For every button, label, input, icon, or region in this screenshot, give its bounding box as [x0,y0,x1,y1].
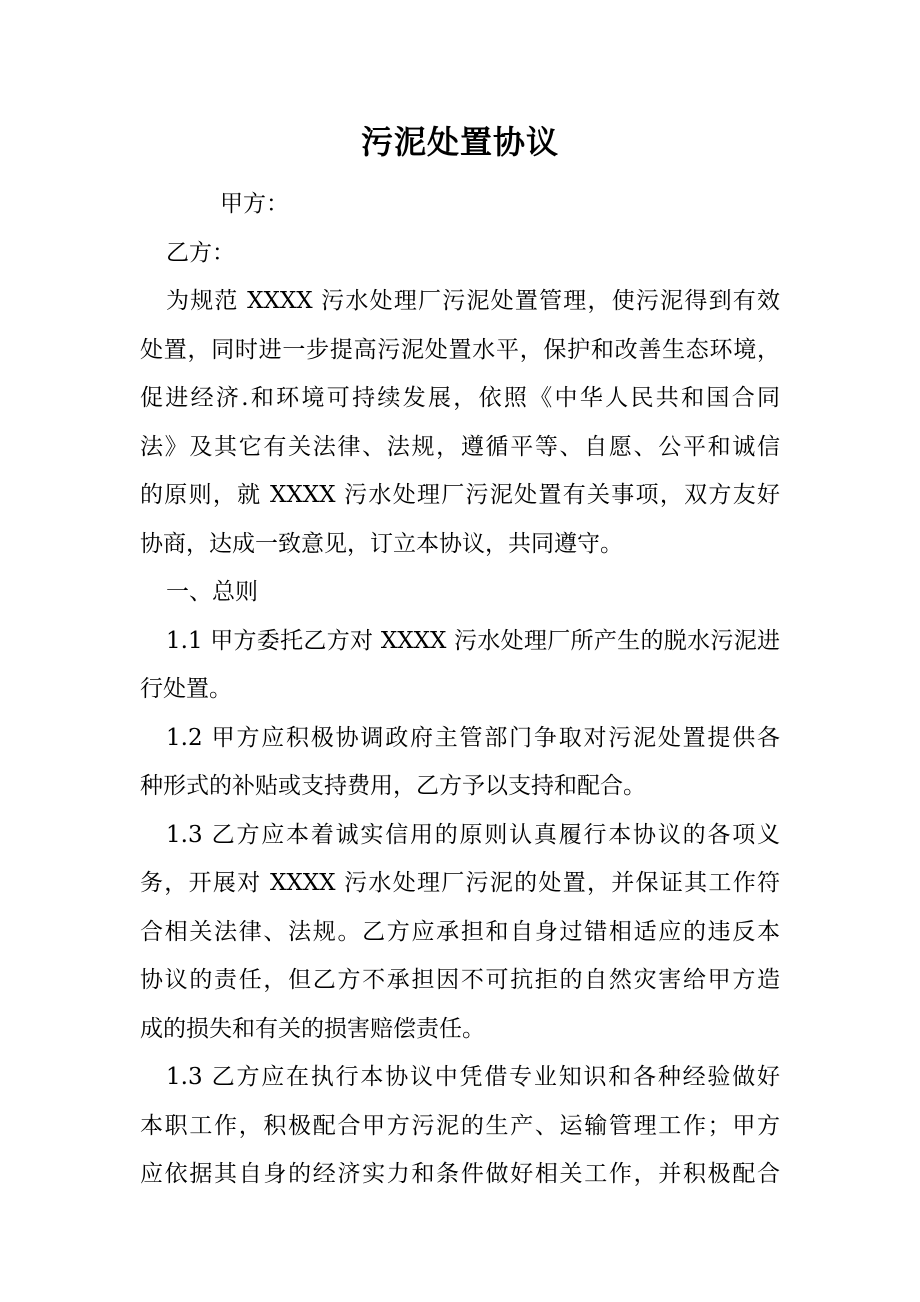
clause-1-3a-line-1: 1.3 乙方应本着诚实信用的原则认真履行本协议的各项义 [166,821,780,848]
preamble-line-4: 法》及其它有关法律、法规，遵循平等、自愿、公平和诚信 [140,433,780,460]
clause-1-3a-line-4: 协议的责任，但乙方不承担因不可抗拒的自然灾害给甲方造 [140,967,780,993]
preamble-line-1: 为规范 XXXX 污水处理厂污泥处置管理，使污泥得到有效 [166,288,780,314]
clause-1-2-line-1: 1.2 甲方应积极协调政府主管部门争取对污泥处置提供各 [166,724,780,751]
clause-1-3a-line-5: 成的损失和有关的损害赔偿责任。 [140,1015,485,1042]
preamble-line-2: 处置，同时进一步提高污泥处置水平，保护和改善生态环境， [140,336,780,363]
preamble-line-3: 促进经济.和环境可持续发展，依照《中华人民共和国合同 [140,385,780,411]
clause-1-3b-line-2: 本职工作，积极配合甲方污泥的生产、运输管理工作；甲方 [140,1112,780,1139]
clause-1-2-line-2: 种形式的补贴或支持费用，乙方予以支持和配合。 [140,773,646,799]
preamble-line-5: 的原则，就 XXXX 污水处理厂污泥处置有关事项，双方友好 [140,482,780,508]
section-heading-general: 一、总则 [166,579,258,605]
party-a-line: 甲方： [220,191,289,217]
clause-1-3a-line-3: 合相关法律、法规。乙方应承担和自身过错相适应的违反本 [140,918,780,945]
clause-1-3b-line-3: 应依据其自身的经济实力和条件做好相关工作，并积极配合 [140,1161,780,1187]
document-title: 污泥处置协议 [360,123,559,161]
clause-1-3b-line-1: 1.3 乙方应在执行本协议中凭借专业知识和各种经验做好 [166,1064,780,1090]
preamble-line-6: 协商，达成一致意见，订立本协议，共同遵守。 [140,530,623,557]
document-body [140,180,780,1199]
clause-1-3a-line-2: 务，开展对 XXXX 污水处理厂污泥的处置，并保证其工作符 [140,870,780,896]
party-b-line: 乙方： [166,239,235,266]
clause-1-1-line-1: 1.1 甲方委托乙方对 XXXX 污水处理厂所产生的脱水污泥进 [166,627,780,654]
clause-1-1-line-2: 行处置。 [140,676,232,702]
